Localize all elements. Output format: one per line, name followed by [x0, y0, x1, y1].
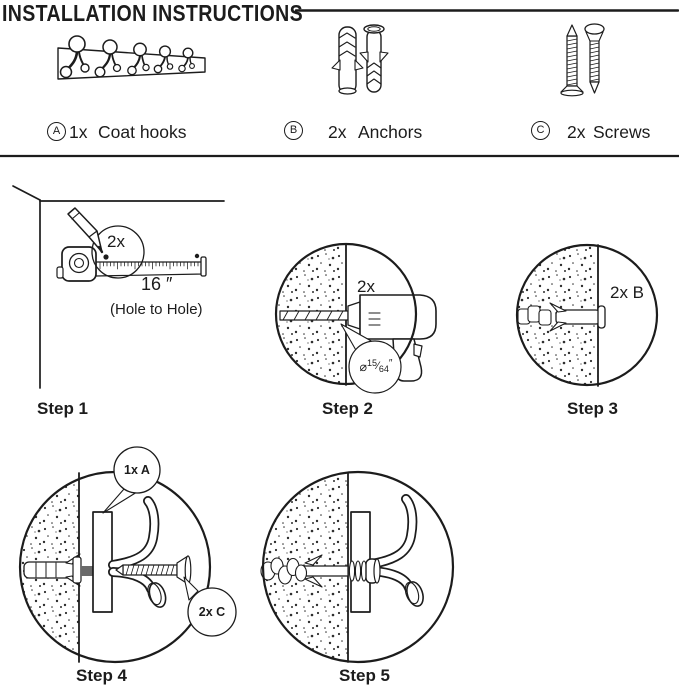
part-a-badge: A: [47, 122, 66, 141]
part-c-badge: C: [531, 121, 550, 140]
mark-dot-left: [103, 254, 108, 259]
step4-callout-part-a: 1x A: [124, 463, 150, 477]
wall-corner-lines: [13, 186, 224, 388]
step2-label: Step 2: [322, 399, 374, 418]
step1-quantity: 2x: [107, 232, 125, 251]
part-a-qty: 1x: [69, 122, 88, 142]
screws-icon: [561, 24, 604, 96]
hook-icon: [113, 501, 168, 609]
step4-figure: [19, 447, 236, 665]
step1-label: Step 1: [37, 399, 89, 418]
part-c-name: Screws: [593, 122, 651, 142]
part-b-badge: B: [284, 121, 303, 140]
part-c-qty: 2x: [567, 122, 586, 142]
diameter-symbol: ⌀: [359, 360, 368, 374]
part-a-name: Coat hooks: [98, 122, 187, 142]
drill-bit-size: ⌀$^{15}$⁄64″: [359, 358, 393, 374]
step1-figure: [13, 186, 224, 388]
step3-label: Step 3: [567, 399, 619, 418]
tape-measure-icon: [57, 247, 206, 281]
part-b-name: Anchors: [358, 122, 423, 142]
anchors-icon: [332, 25, 388, 94]
step4-label: Step 4: [76, 666, 128, 685]
step3-quantity: 2x B: [610, 283, 645, 302]
step1-measurement: 16 ″: [141, 274, 173, 294]
pencil-icon: [68, 208, 102, 252]
page-title: INSTALLATION INSTRUCTIONS: [2, 0, 304, 26]
coat-hooks-icon: [58, 36, 205, 79]
step5-figure: [261, 470, 453, 665]
mark-dot-right: [195, 254, 199, 258]
step5-label: Step 5: [339, 666, 391, 685]
step4-callout-part-c: 2x C: [198, 605, 226, 619]
step2-quantity: 2x: [357, 277, 375, 296]
hook-icon: [371, 499, 426, 608]
part-b-qty: 2x: [328, 122, 347, 142]
step1-note: (Hole to Hole): [110, 301, 203, 318]
step3-figure: [516, 244, 657, 387]
